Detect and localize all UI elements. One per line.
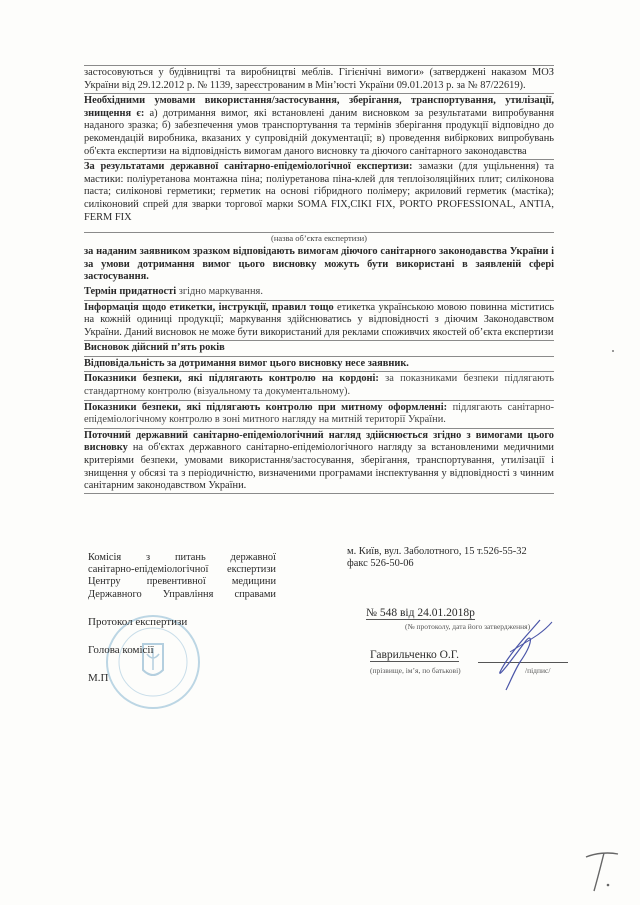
results-text: замазки (для ущільнення) та мастики: поліуретанова монтажна піна; поліуретанова піна-клей для теплоізоляційних плит; силіконова паста; силіконові герметики; герметик на основі гібридного полімеру; акриловий герметик (мастіка); силіконовий спрей для зварки торгової марки SOMA FIX,CIKI FIX, PORTO PROFESSIONAL, ANTIA, FERM FIX [84,161,555,223]
label-info-paragraph [84,300,554,340]
signature-caption: /підпис/ [525,666,551,675]
compliance-statement: за наданим заявником зразком відповідають вимогам діючого санітарного законодавства України і за умови дотримання вимог цього висновку можуть бути використані в заявленій сфері застосування. [84,246,554,283]
label-info-label: Інформація щодо етикетки, інструкції, правил тощо [84,301,334,313]
object-caption: (назва об’єкта експертизи) [84,232,554,244]
conditions-label: Необхідними умовами використання/застосування, зберігання, транспортування, утилізації, знищення є: [84,95,554,119]
shelf-life-text: згідно маркування. [176,285,263,297]
customs-control-paragraph [84,400,554,427]
intro-paragraph [84,65,554,92]
organization-block [88,552,276,601]
shelf-life-paragraph [84,285,554,299]
protocol-caption: (№ протоколу, дата його затвердження) [405,622,531,631]
label-info-text: етикетка українською мовою повинна міститись на кожній одиниці продукції; маркування здійснюватись у відповідності з діючим Законодавством України. Даний висновок не може бути використаний для реклами споживчих якостей об’єкта експертизи [84,301,554,338]
protocol-label: Протокол експертизи [88,616,188,628]
customs-control-label: Показники безпеки, які підлягають контролю при митному оформленні: [84,401,448,413]
border-control-text: за показниками безпеки підлягають стандартному контролю (візуальному та документальному). [84,373,554,398]
scan-speck [612,350,614,352]
seal-label: М.П [88,672,109,684]
chair-label: Голова комісії [88,644,154,656]
name-caption: (прізвище, ім’я, по батькові) [370,666,461,675]
customs-control-text: підлягають санітарно-епідеміологічному контролю в зоні митного нагляду на митній території України. [84,401,554,426]
results-label: За результатами державної санітарно-епідеміологічної експертизи: [84,161,413,173]
organization-line: Центру превентивної медицини [88,576,276,588]
signature-icon [470,612,560,692]
fax-line: факс 526-50-06 [347,558,414,570]
shelf-life-label: Термін придатності [84,285,177,297]
validity-statement: Висновок дійсний п’ять років [84,340,554,355]
conditions-paragraph [84,93,554,158]
handwritten-page-mark-icon [582,845,622,895]
conditions-text: а) дотримання вимог, які встановлені даним висновком за результатами випробування наданого зразка; б) забезпечення умов транспортування та термінів зберігання продукції відповідно до рекомендацій виробника, вказаних у супровідній документації; в) проведення вибіркових випробувань об'єкта експертизи на відповідність вимогам даного висновку та діючого санітарного законодавства [84,107,554,157]
chair-name [370,649,459,661]
results-paragraph [84,159,554,224]
protocol-number [366,607,475,619]
border-control-label: Показники безпеки, які підлягають контролю на кордоні: [84,373,379,385]
protocol-number-text: № 548 від 24.01.2018р [366,607,475,619]
supervision-text: на об'єктах державного санітарно-епідеміологічного нагляду за встановленими медичними критеріями безпеки, умовами використання/застосування, зберігання, транспортування, утилізації і знищення у обсязі та з періодичністю, визначеними програмами інспектування у відповідності з чинним санітарним законодавством України. [84,442,554,492]
address-line: м. Київ, вул. Заболотного, 15 т.526-55-32 [347,546,527,557]
organization-line: санітарно-епідеміологічної експертизи [88,564,276,576]
supervision-label: Поточний державний санітарно-епідеміологічний нагляд здійснюється згідно з вимогами цього висновку [84,429,554,454]
address-block [347,546,527,571]
document-body [84,64,554,494]
organization-line: Державного Управління справами [88,588,276,600]
responsibility-statement: Відповідальність за дотримання вимог цього висновку несе заявник. [84,356,554,371]
supervision-paragraph [84,428,554,494]
intro-text: застосовуються у будівництві та виробництві меблів. Гігієнічні вимоги» (затверджені наказом МОЗ України від 29.12.2012 р. № 1139, зареєстрованим в Мін’юсті України 09.01.2013 р. за № 87/22619). [84,67,554,91]
border-control-paragraph [84,371,554,398]
organization-line: Комісія з питань державної [88,552,276,563]
chair-name-text: Гаврильченко О.Г. [370,649,459,661]
